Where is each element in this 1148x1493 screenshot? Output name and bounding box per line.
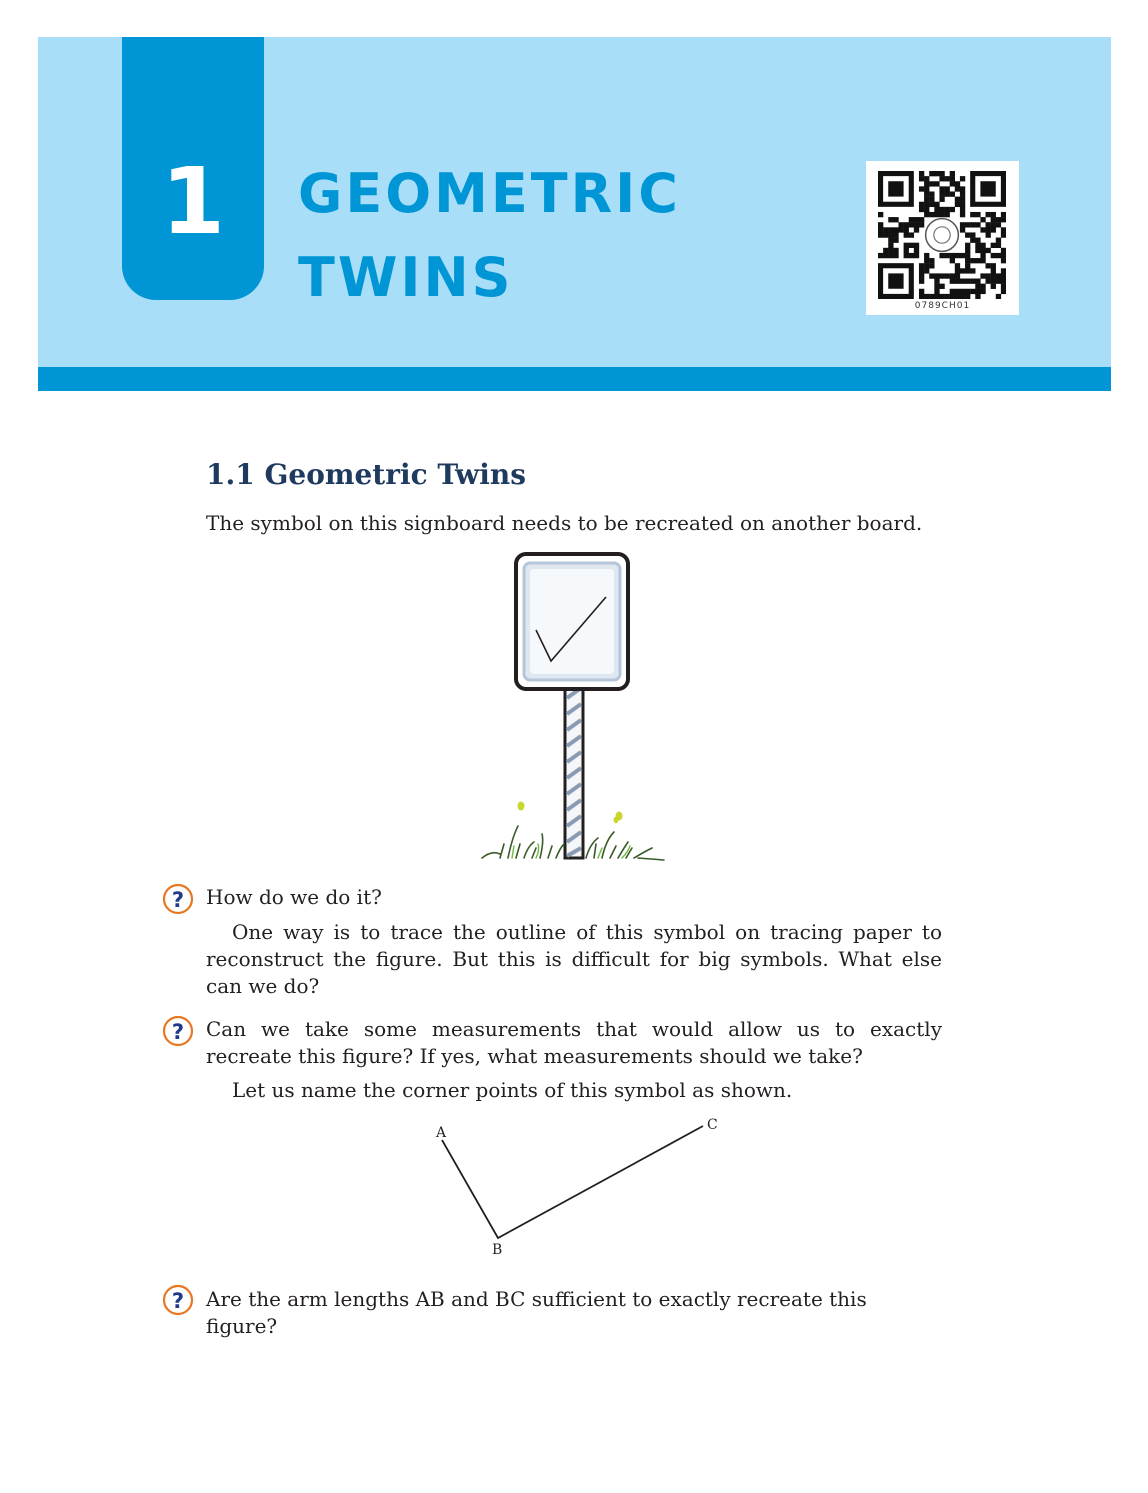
intro-text: The symbol on this signboard needs to be recreated on another board.	[206, 511, 923, 535]
chapter-title-line2: TWINS	[298, 246, 514, 309]
question-text: Can we take some measurements that would allow us to exactly recreate this figure? If yes, what measurements should we take?	[206, 1017, 942, 1068]
chapter-tab	[122, 37, 264, 300]
qr-code-label: 0789CH01	[914, 301, 971, 311]
question-circle-icon	[162, 1284, 194, 1316]
chapter-title	[298, 152, 681, 320]
chapter-number: 1	[160, 148, 225, 255]
svg-text:?: ?	[171, 1289, 185, 1313]
svg-text:?: ?	[171, 888, 185, 912]
svg-text:?: ?	[171, 1020, 185, 1044]
angle-abc-figure	[420, 1110, 730, 1260]
question-circle-icon	[162, 883, 194, 915]
point-c-label: C	[707, 1117, 718, 1133]
qr-code-icon	[878, 171, 1006, 299]
qr-code-box[interactable]	[866, 161, 1019, 315]
chapter-title-line1: GEOMETRIC	[298, 162, 681, 225]
answer-text: One way is to trace the outline of this symbol on tracing paper to reconstruct the figure. But this is difficult for big symbols. What else can we do?	[206, 920, 942, 998]
point-b-label: B	[492, 1242, 503, 1258]
question-text: Are the arm lengths AB and BC sufficient to exactly recreate this figure?	[206, 1287, 867, 1338]
followup-text: Let us name the corner points of this symbol as shown.	[232, 1078, 793, 1102]
banner-stripe	[38, 367, 1111, 391]
question-circle-icon	[162, 1015, 194, 1047]
section-heading: 1.1 Geometric Twins	[206, 458, 527, 491]
question-text: How do we do it?	[206, 885, 382, 909]
point-a-label: A	[436, 1125, 447, 1141]
signboard-illustration	[478, 548, 673, 868]
